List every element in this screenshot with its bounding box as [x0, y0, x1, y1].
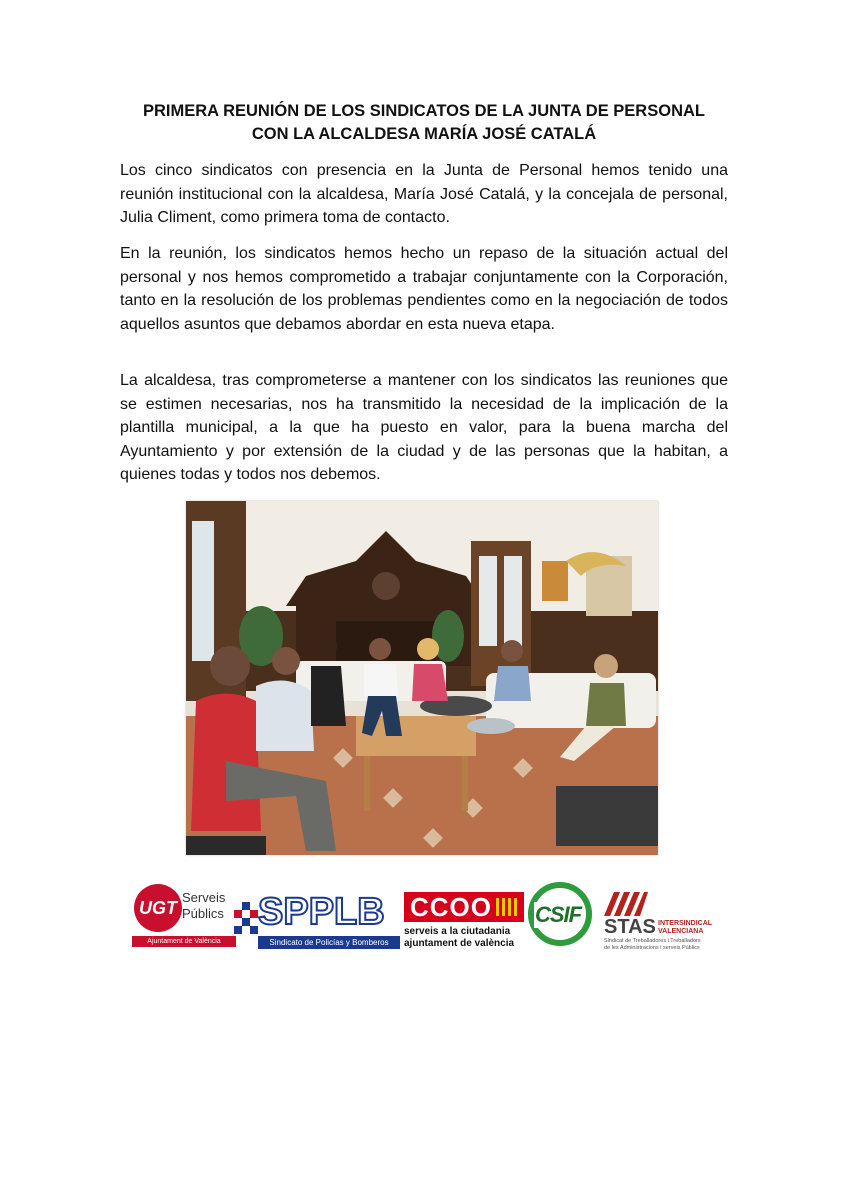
spplb-footer: Sindicato de Policías y Bomberos	[258, 936, 400, 949]
paragraph-3: La alcaldesa, tras comprometerse a mantener con los sindicatos las reuniones que se estimen necesarias, nos ha transmitido la necesidad de la implicación de la plantilla municipal, a la que ha puesto en valor, para la buena marcha del Ayuntamiento y por extensión de la ciudad y de las personas que la habitan, a quienes todas y todos nos debemos.	[120, 372, 728, 483]
paragraph-1: Los cinco sindicatos con presencia en la Junta de Personal hemos tenido una reunión institucional con la alcaldesa, María José Catalá, y la concejala de personal, Julia Climent, como primera toma de contacto.	[120, 162, 728, 226]
csif-logo	[528, 878, 600, 956]
ccoo-text-line1: serveis a la ciutadania	[404, 926, 511, 937]
ugt-footer: Ajuntament de València	[132, 936, 236, 947]
stas-side-line1: INTERSINDICAL	[658, 920, 713, 927]
stas-stripes-icon	[604, 888, 648, 916]
ugt-text-line2: Públics	[182, 906, 224, 921]
title-line-1: PRIMERA REUNIÓN DE LOS SINDICATOS DE LA JUNTA DE PERSONAL	[143, 102, 705, 120]
stas-logo	[600, 878, 720, 956]
meeting-photo-illustration	[186, 501, 658, 855]
ccoo-banner	[404, 892, 524, 922]
document-title	[120, 100, 728, 146]
senyera-flag-icon	[496, 898, 518, 916]
spplb-name: SPPLB	[258, 891, 385, 933]
ccoo-logo	[402, 878, 526, 956]
meeting-photo	[186, 501, 658, 855]
ugt-text-line1: Serveis	[182, 890, 226, 905]
paragraph-2: En la reunión, los sindicatos hemos hecho un repaso de la situación actual del personal y nos hemos comprometido a trabajar conjuntamente con la Corporación, tanto en la resolución de los problemas pendientes como en la negociación de todos aquellos asuntos que debamos abordar en esta nueva etapa.	[120, 245, 728, 333]
stas-footer-line1: Sindicat de Treballadores i Treballadors	[604, 938, 701, 944]
spplb-logo	[234, 878, 402, 956]
ugt-mark: UGT	[134, 884, 182, 932]
ugt-logo	[130, 878, 236, 956]
union-logos-row	[130, 878, 720, 956]
ccoo-name: CCOO	[410, 892, 492, 922]
ccoo-text-line2: ajuntament de valència	[404, 938, 515, 949]
stas-name: STAS	[604, 916, 656, 938]
stas-side-line2: VALENCIANA	[658, 928, 704, 935]
spplb-checker-icon	[234, 902, 258, 938]
title-line-2: CON LA ALCALDESA MARÍA JOSÉ CATALÁ	[251, 125, 597, 143]
csif-name: CSIF	[535, 902, 582, 927]
stas-footer-line2: de les Administracions i serveis Públics	[604, 945, 700, 951]
